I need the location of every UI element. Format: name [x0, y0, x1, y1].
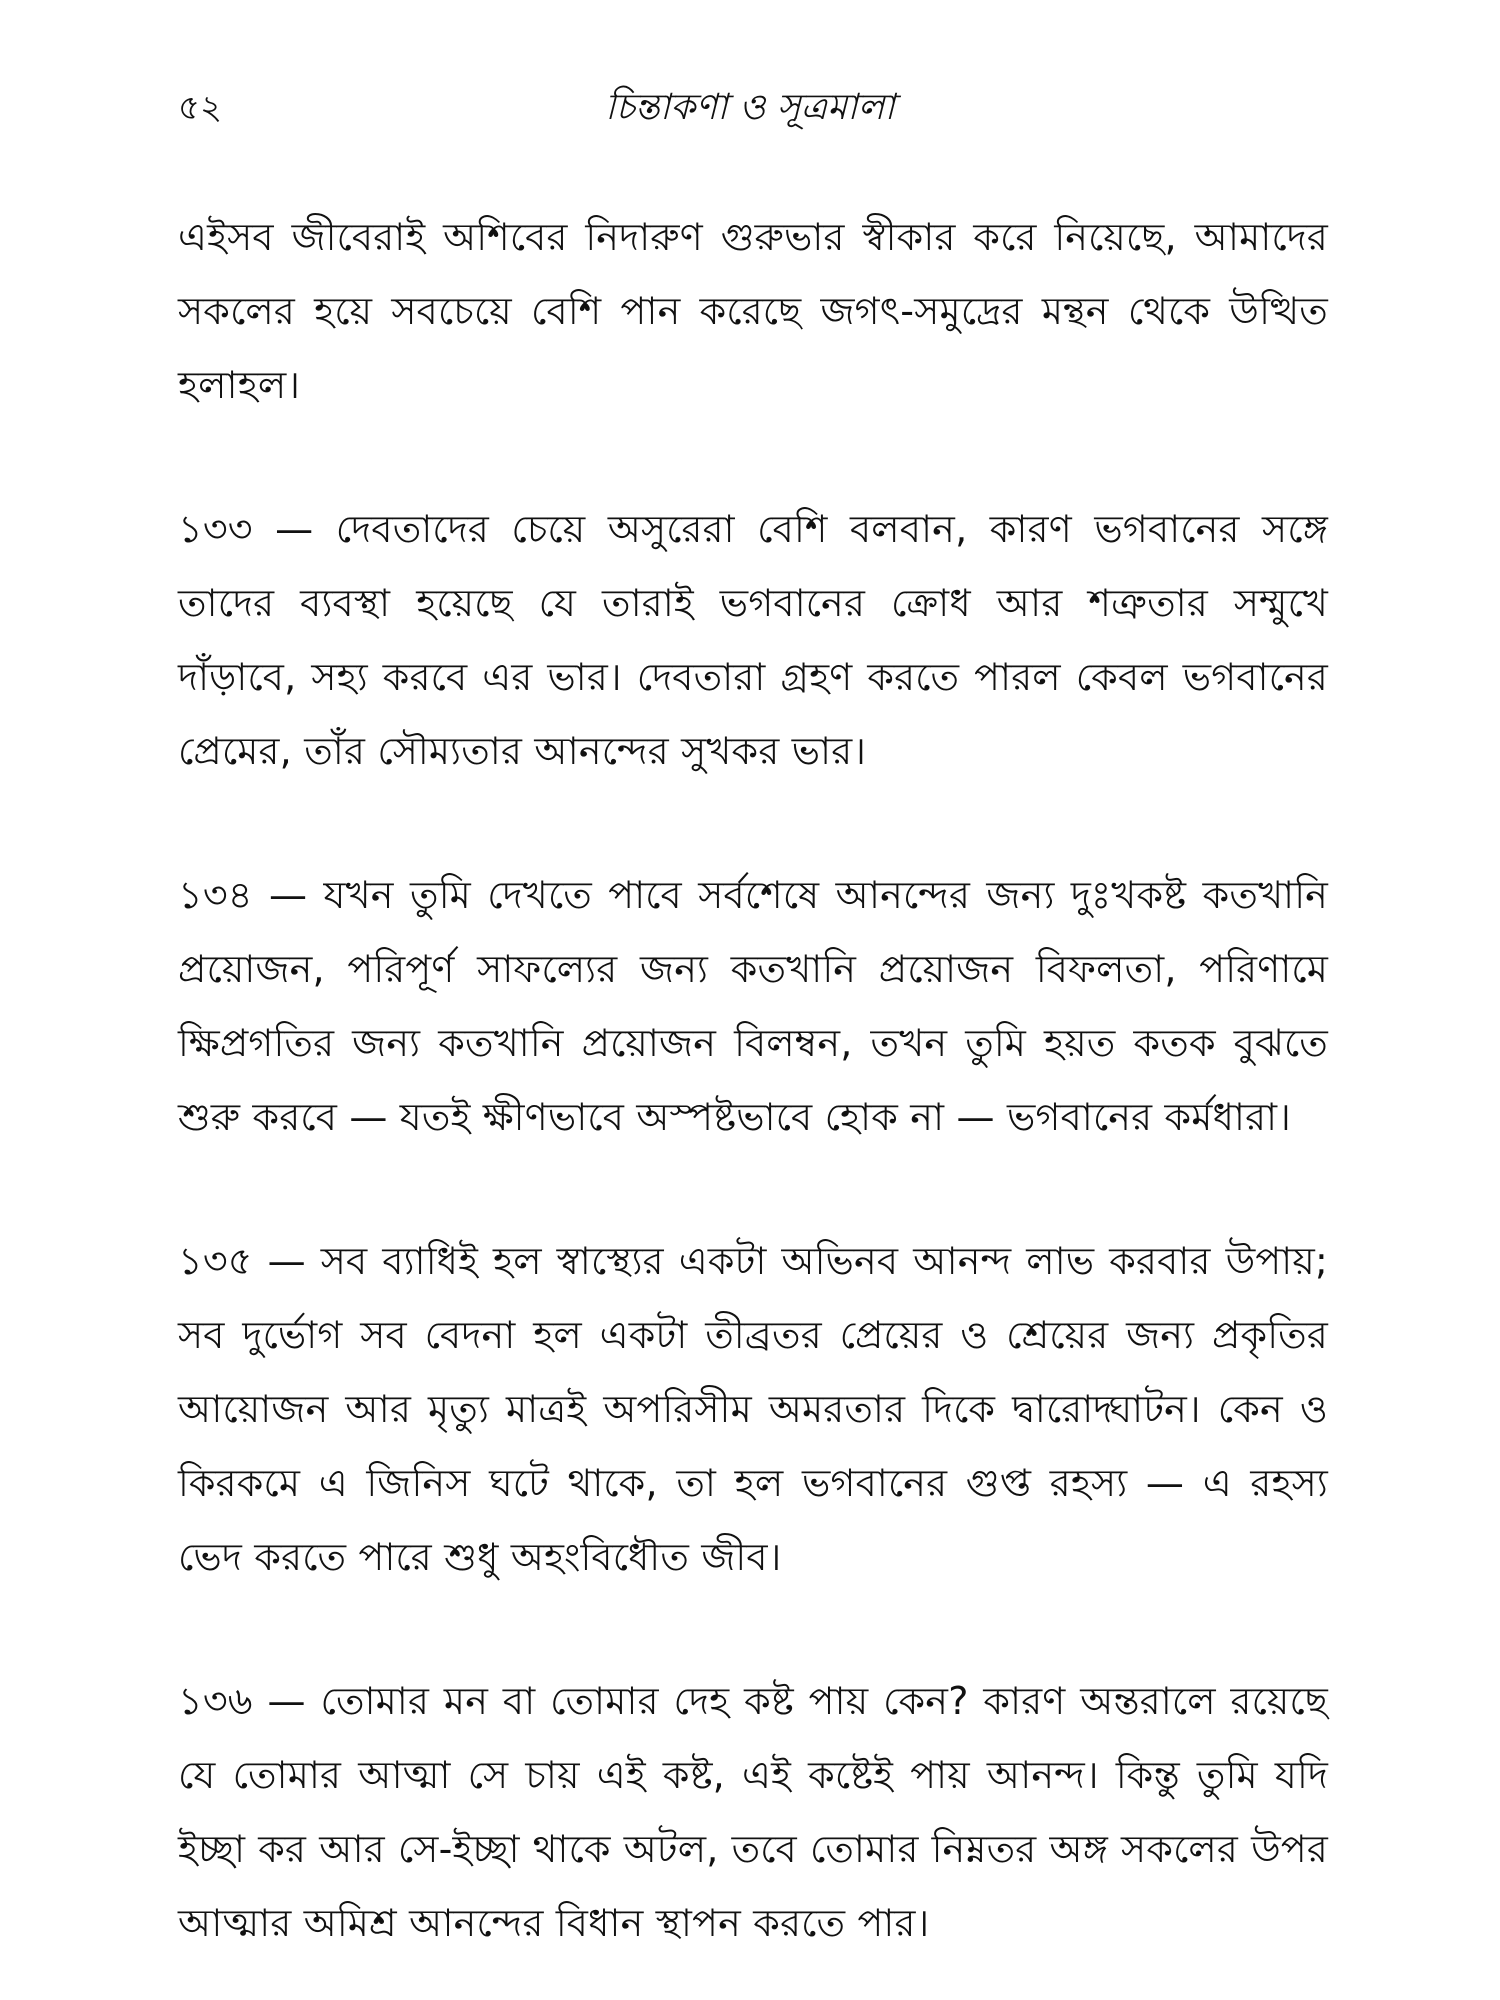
page-body: [178, 200, 1328, 1960]
paragraph-133: ১৩৩ — দেবতাদের চেয়ে অসুরেরা বেশি বলবান, কারণ ভগবানের সঙ্গে তাদের ব্যবস্থা হয়েছে যে তারাই ভগবানের ক্রোধ আর শত্রুতার সম্মুখে দাঁড়াবে, সহ্য করবে এর ভার। দেবতারা গ্রহণ করতে পারল কেবল ভগবানের প্রেমের, তাঁর সৌম্যতার আনন্দের সুখকর ভার।: [178, 507, 1328, 773]
paragraph-134: ১৩৪ — যখন তুমি দেখতে পাবে সর্বশেষে আনন্দের জন্য দুঃখকষ্ট কতখানি প্রয়োজন, পরিপূর্ণ সাফল্যের জন্য কতখানি প্রয়োজন বিফলতা, পরিণামে ক্ষিপ্রগতির জন্য কতখানি প্রয়োজন বিলম্বন, তখন তুমি হয়ত কতক বুঝতে শুরু করবে — যতই ক্ষীণভাবে অস্পষ্টভাবে হোক না — ভগবানের কর্মধারা।: [178, 873, 1328, 1139]
paragraph-135: ১৩৫ — সব ব্যাধিই হল স্বাস্থ্যের একটা অভিনব আনন্দ লাভ করবার উপায়; সব দুর্ভোগ সব বেদনা হল একটা তীব্রতর প্রেয়ের ও শ্রেয়ের জন্য প্রকৃতির আয়োজন আর মৃত্যু মাত্রই অপরিসীম অমরতার দিকে দ্বারোদ্ঘাটন। কেন ও কিরকমে এ জিনিস ঘটে থাকে, তা হল ভগবানের গুপ্ত রহস্য — এ রহস্য ভেদ করতে পারে শুধু অহংবিধৌত জীব।: [178, 1239, 1328, 1579]
running-title: চিন্তাকণা ও সূত্রমালা: [605, 87, 895, 128]
paragraph-continuation: এইসব জীবেরাই অশিবের নিদারুণ গুরুভার স্বীকার করে নিয়েছে, আমাদের সকলের হয়ে সবচেয়ে বেশি পান করেছে জগৎ-সমুদ্রের মন্থন থেকে উত্থিত হলাহল।: [178, 215, 1328, 407]
paragraph-136: ১৩৬ — তোমার মন বা তোমার দেহ কষ্ট পায় কেন? কারণ অন্তরালে রয়েছে যে তোমার আত্মা সে চায় এই কষ্ট, এই কষ্টেই পায় আনন্দ। কিন্তু তুমি যদি ইচ্ছা কর আর সে-ইচ্ছা থাকে অটল, তবে তোমার নিম্নতর অঙ্গ সকলের উপর আত্মার অমিশ্র আনন্দের বিধান স্থাপন করতে পার।: [178, 1679, 1328, 1945]
page-header: [178, 78, 1322, 138]
page-number: ৫২: [178, 88, 223, 128]
